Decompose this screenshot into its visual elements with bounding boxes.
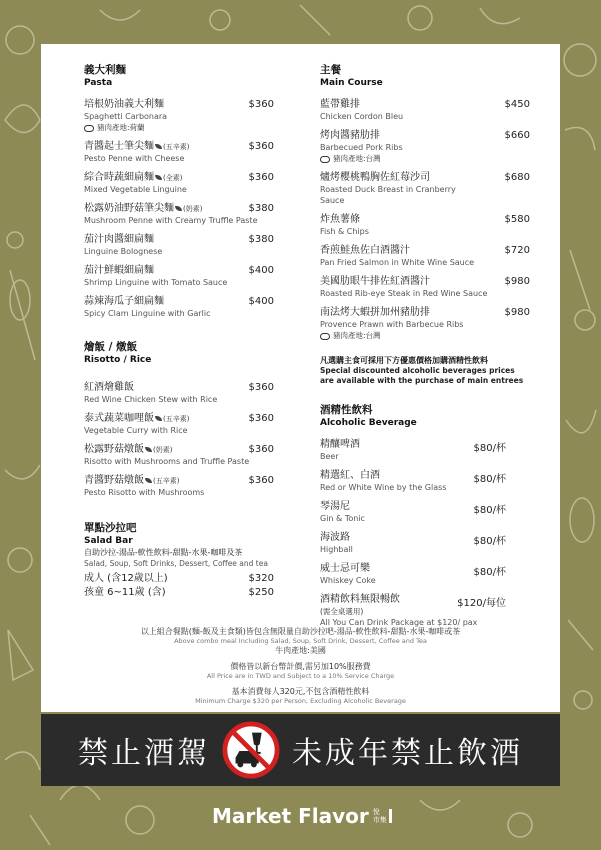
menu-item	[320, 245, 530, 268]
item-price: $380	[248, 234, 274, 245]
alcohol-notice	[320, 355, 530, 386]
item-price: $380	[248, 203, 274, 214]
item-name: 青醬野菇燉飯 (五辛素)	[84, 475, 180, 486]
item-name: 蒜辣海瓜子細扁麵	[84, 296, 164, 307]
item-price: $360	[248, 475, 274, 486]
footer-line-english: All Price are in TWD and Subject to a 10% Service Charge	[206, 672, 395, 680]
menu-item	[84, 99, 274, 133]
menu-item	[320, 594, 530, 628]
leaf-icon	[155, 175, 162, 180]
item-name: 精釀啤酒	[320, 439, 360, 450]
item-name: 香煎鮭魚佐白酒醬汁	[320, 245, 410, 256]
item-name: 酒精飲料無限暢飲	[320, 594, 400, 605]
item-note: 豬肉產地:台灣	[320, 330, 530, 341]
section-subtitle: Main Course	[320, 78, 383, 88]
pasta-section	[84, 64, 274, 319]
salad-price-row	[84, 572, 274, 586]
leaf-icon	[155, 416, 162, 421]
menu-item	[320, 563, 530, 586]
menu-item	[84, 382, 274, 405]
salad-description-english: Salad, Soup, Soft Drinks, Dessert, Coffee and tea	[84, 559, 268, 568]
menu-item	[320, 439, 530, 462]
menu-item	[320, 214, 530, 237]
item-price: $360	[248, 444, 274, 455]
item-english: Highball	[320, 545, 353, 554]
salad-section	[84, 522, 274, 600]
item-price: $80/杯	[473, 443, 506, 454]
item-price: $400	[248, 296, 274, 307]
item-price: $80/杯	[473, 474, 506, 485]
item-name: 茄汁肉醬細扁麵	[84, 234, 154, 245]
salad-price-label: 孩童 6~11歲 (含)	[84, 587, 166, 598]
item-price: $360	[248, 141, 274, 152]
menu-item	[84, 172, 274, 195]
item-price: $250	[248, 587, 274, 598]
item-english: Roasted Rib-eye Steak in Red Wine Sauce	[320, 289, 488, 298]
footer-line: 價格皆以新台幣計價,需另加10%服務費	[230, 662, 371, 671]
item-english: Pesto Risotto with Mushrooms	[84, 488, 205, 497]
item-english: Chicken Cordon Bleu	[320, 112, 404, 121]
item-price: $400	[248, 265, 274, 276]
section-subtitle: Alcoholic Beverage	[320, 418, 417, 428]
menu-item	[84, 296, 274, 319]
item-english: All You Can Drink Package at $120/ pax	[320, 618, 478, 627]
section-subtitle: Pasta	[84, 78, 113, 88]
item-english: Linguine Bolognese	[84, 247, 163, 256]
no-drunk-driving-text: 禁止酒駕	[78, 736, 210, 771]
section-subtitle: Risotto / Rice	[84, 355, 152, 365]
item-price: $360	[248, 99, 274, 110]
item-english: Spaghetti Carbonara	[84, 112, 168, 121]
brand-logo	[212, 804, 392, 828]
item-name: 松露野菇燉飯 (奶素)	[84, 444, 173, 455]
item-price: $360	[248, 382, 274, 393]
section-title: 義大利麵	[84, 64, 126, 76]
menu-item	[320, 172, 530, 206]
salad-price-row	[84, 586, 274, 600]
item-name: 美國肋眼牛排佐紅酒醬汁	[320, 276, 430, 287]
section-title: 主餐	[320, 64, 341, 76]
menu-item	[320, 470, 530, 493]
item-english: Gin & Tonic	[320, 514, 365, 523]
item-name: 精選紅、白酒	[320, 470, 380, 481]
leaf-icon	[145, 478, 152, 483]
warning-banner	[41, 714, 560, 786]
item-price: $580	[504, 214, 530, 225]
item-name: 紅酒燴雞飯	[84, 382, 134, 393]
item-name: 松露奶油野菇筆尖麵 (奶素)	[84, 203, 203, 214]
item-price: $80/杯	[473, 567, 506, 578]
menu-item	[84, 413, 274, 436]
section-title: 燴飯 / 燉飯	[84, 341, 138, 353]
item-name: 青醬起士筆尖麵 (五辛素)	[84, 141, 190, 152]
menu-item	[320, 532, 530, 555]
item-price: $360	[248, 413, 274, 424]
pig-icon	[320, 333, 330, 340]
section-title: 酒精性飲料	[320, 404, 373, 416]
footer-line: 牛肉產地:美國	[275, 646, 326, 655]
no-underage-drinking-text: 未成年禁止飲酒	[292, 736, 523, 771]
item-name: 培根奶油義大利麵	[84, 99, 164, 110]
footer-notes	[41, 627, 560, 706]
item-english: Roasted Duck Breast in Cranberry Sauce	[320, 185, 456, 205]
item-name: 琴湯尼	[320, 501, 350, 512]
left-column	[84, 64, 274, 600]
item-price: $980	[504, 307, 530, 318]
item-english: Barbecued Pork Ribs	[320, 143, 403, 152]
leaf-icon	[175, 206, 182, 211]
item-name: 綜合時蔬細扁麵 (全素)	[84, 172, 183, 183]
item-price: $80/杯	[473, 536, 506, 547]
section-subtitle: Salad Bar	[84, 536, 133, 546]
item-english: Risotto with Mushrooms and Truffle Paste	[84, 457, 250, 466]
item-english: Red Wine Chicken Stew with Rice	[84, 395, 218, 404]
pig-icon	[320, 156, 330, 163]
item-english: Mushroom Penne with Creamy Truffle Paste	[84, 216, 258, 225]
alcohol-section	[320, 404, 530, 628]
menu-item	[84, 141, 274, 164]
footer-line-english: Above combo meal Including Salad, Soup, Soft Drink, Dessert, Coffee and Tea	[174, 637, 427, 645]
menu-item	[320, 276, 530, 299]
pig-icon	[84, 125, 94, 132]
section-title: 單點沙拉吧	[84, 522, 137, 534]
item-note: (需全桌選用)	[320, 607, 364, 616]
item-english: Provence Prawn with Barbecue Ribs	[320, 320, 464, 329]
item-name: 南法烤大蝦拼加州豬肋排	[320, 307, 430, 318]
menu-item	[84, 475, 274, 498]
leaf-icon	[145, 447, 152, 452]
menu-item	[320, 501, 530, 524]
menu-item	[84, 444, 274, 467]
footer-line: 以上組合餐點(麵-飯及主食類)皆包含無限量自助沙拉吧-湯品-軟性飲料-甜點-水果-咖啡或茶	[140, 627, 461, 636]
menu-item	[320, 130, 530, 164]
item-name: 泰式蔬菜咖哩飯 (五辛素)	[84, 413, 190, 424]
item-price: $360	[248, 172, 274, 183]
item-name: 藍帶雞排	[320, 99, 360, 110]
item-name: 烤肉醬豬肋排	[320, 130, 380, 141]
item-english: Fish & Chips	[320, 227, 369, 236]
item-name: 爐烤櫻桃鴨胸佐紅莓沙司	[320, 172, 430, 183]
item-price: $660	[504, 130, 530, 141]
footer-line-english: Minimum Charge $320 per Person, Excluding Alcoholic Beverage	[195, 697, 406, 705]
notice-text-english: Special discounted alcoholic beverages prices are available with the purchase of main entrees	[320, 366, 524, 385]
item-english: Vegetable Curry with Rice	[84, 426, 188, 435]
item-price: $120/每位	[457, 598, 506, 609]
item-price: $680	[504, 172, 530, 183]
salad-price-label: 成人 (含12歲以上)	[84, 573, 168, 584]
menu-paper	[41, 44, 560, 712]
fork-icon	[389, 809, 392, 823]
item-english: Mixed Vegetable Linguine	[84, 185, 187, 194]
item-note: 豬肉產地:荷蘭	[84, 122, 274, 133]
menu-item	[84, 203, 274, 226]
item-english: Whiskey Coke	[320, 576, 376, 585]
brand-name: Market Flavor	[212, 804, 369, 828]
menu-item	[84, 234, 274, 257]
item-price: $720	[504, 245, 530, 256]
item-english: Red or White Wine by the Glass	[320, 483, 447, 492]
menu-item	[320, 307, 530, 341]
right-column	[320, 64, 530, 636]
item-price: $980	[504, 276, 530, 287]
leaf-icon	[155, 144, 162, 149]
brand-chinese: 悅 市集	[372, 808, 387, 824]
item-note: 豬肉產地:台灣	[320, 153, 530, 164]
item-english: Beer	[320, 452, 339, 461]
risotto-section	[84, 341, 274, 498]
item-name: 茄汁鮮蝦細扁麵	[84, 265, 154, 276]
menu-item	[320, 99, 530, 122]
main-course-section	[320, 64, 530, 341]
item-english: Pesto Penne with Cheese	[84, 154, 185, 163]
notice-text: 凡選購主食可採用下方優惠價格加購酒精性飲料	[320, 356, 488, 365]
item-price: $80/杯	[473, 505, 506, 516]
footer-line: 基本消費每人320元,不包含酒精性飲料	[231, 687, 370, 696]
item-name: 海波路	[320, 532, 350, 543]
item-english: Pan Fried Salmon in White Wine Sauce	[320, 258, 475, 267]
item-english: Shrimp Linguine with Tomato Sauce	[84, 278, 228, 287]
no-drinking-driving-icon	[222, 721, 280, 779]
item-name: 炸魚薯條	[320, 214, 360, 225]
item-english: Spicy Clam Linguine with Garlic	[84, 309, 211, 318]
item-price: $320	[248, 573, 274, 584]
menu-item	[84, 265, 274, 288]
item-name: 威士忌可樂	[320, 563, 370, 574]
item-price: $450	[504, 99, 530, 110]
salad-description: 自助沙拉-湯品-軟性飲料-甜點-水果-咖啡及茶	[84, 548, 243, 557]
